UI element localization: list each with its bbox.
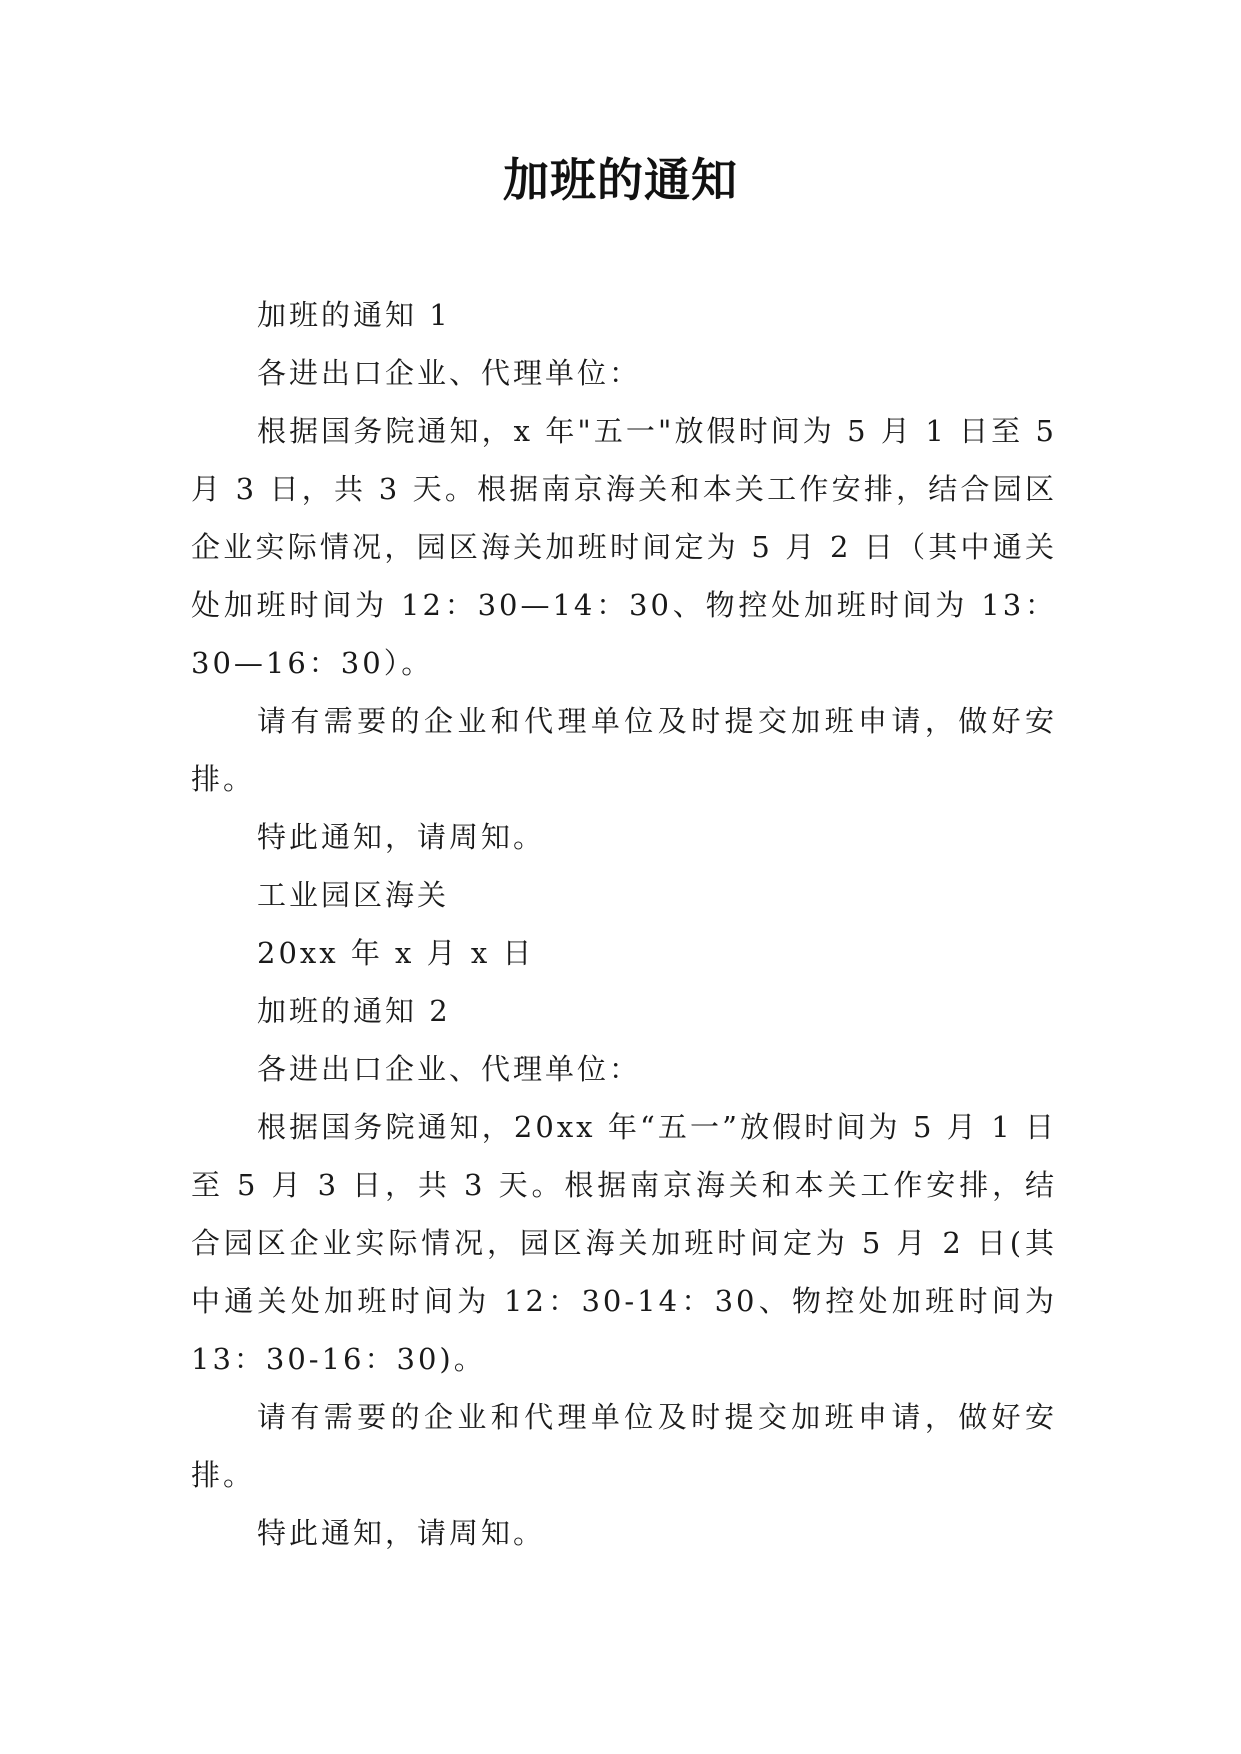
document-body [191, 286, 1057, 1562]
notice-2-request-paragraph: 请有需要的企业和代理单位及时提交加班申请，做好安排。 [191, 1400, 1057, 1492]
notice-1-heading: 加班的通知 1 [257, 298, 451, 332]
notice-1-signature-org: 工业园区海关 [257, 878, 450, 912]
notice-2-salutation: 各进出口企业、代理单位： [257, 1052, 642, 1086]
notice-1-request-paragraph: 请有需要的企业和代理单位及时提交加班申请，做好安排。 [191, 704, 1057, 796]
notice-1-closing: 特此通知，请周知。 [257, 820, 546, 854]
notice-1-body-paragraph: 根据国务院通知，x 年"五一"放假时间为 5 月 1 日至 5 月 3 日，共 3 天。根据南京海关和本关工作安排，结合园区企业实际情况，园区海关加班时间定为 5 月 2 日（其中通关处加班时间为 12：30—14：30、物控处加班时间为 13：30—16：30）。 [191, 414, 1057, 680]
notice-1-salutation: 各进出口企业、代理单位： [257, 356, 642, 390]
notice-2-closing: 特此通知，请周知。 [257, 1516, 546, 1550]
notice-2-heading: 加班的通知 2 [257, 994, 451, 1028]
notice-1-signature-date: 20xx 年 x 月 x 日 [257, 936, 535, 970]
notice-2-body-paragraph: 根据国务院通知，20xx 年“五一”放假时间为 5 月 1 日至 5 月 3 日，共 3 天。根据南京海关和本关工作安排，结合园区企业实际情况，园区海关加班时间定为 5 月 2 日(其中通关处加班时间为 12：30-14：30、物控处加班时间为 13：30-16：30)。 [191, 1110, 1057, 1376]
document-title: 加班的通知 [503, 153, 738, 207]
